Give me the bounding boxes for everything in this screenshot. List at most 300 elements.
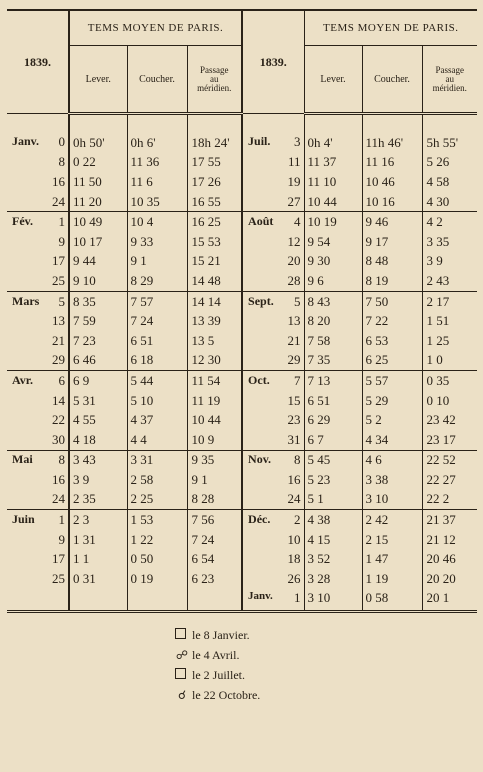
day-number: 4 [294,214,301,230]
day-number: 5 [58,293,65,309]
table-row [7,430,477,450]
meridian-time: 14 14 [187,291,242,311]
day-number: 0 [58,134,65,150]
day-number: 1 [58,512,65,528]
date-cell [242,114,304,153]
rise-time: 6 46 [69,351,127,371]
legend-text: le 2 Juillet. [192,668,245,682]
date-cell [242,470,304,490]
rise-time: 3 52 [304,549,362,569]
date-cell [7,430,69,450]
rise-time: 3 43 [69,450,127,470]
date-cell [7,153,69,173]
rise-time: 9 44 [69,252,127,272]
month-label: Août [248,214,274,229]
date-cell [242,490,304,510]
table-row [7,291,477,311]
table-row [7,351,477,371]
month-label: Juil. [248,134,271,149]
day-number: 11 [288,154,301,170]
set-time: 5 44 [127,371,187,391]
meridian-time: 12 30 [187,351,242,371]
month-label: Nov. [248,452,272,467]
day-number: 3 [294,134,301,150]
set-time: 2 25 [127,490,187,510]
date-cell [7,331,69,351]
set-time: 7 50 [362,291,422,311]
set-time: 6 25 [362,351,422,371]
col-rise-right: Lever. [304,46,362,114]
table-row [7,232,477,252]
date-cell [7,351,69,371]
day-number: 13 [287,313,301,329]
date-cell [7,549,69,569]
rise-time: 11 10 [304,172,362,192]
meridian-time: 13 39 [187,311,242,331]
set-time: 6 51 [127,331,187,351]
meridian-time: 22 27 [422,470,477,490]
rise-time: 9 10 [69,271,127,291]
set-time: 5 29 [362,391,422,411]
meridian-time: 22 2 [422,490,477,510]
meridian-time: 5h 55' [422,114,477,153]
date-cell [7,589,69,612]
table-row [7,470,477,490]
table-row [7,212,477,232]
square-phase-icon [175,665,189,685]
title-left: TEMS MOYEN DE PARIS. [69,10,242,46]
rise-time: 4 18 [69,430,127,450]
day-number: 31 [287,431,301,447]
table-row [7,271,477,291]
set-time: 6 53 [362,331,422,351]
meridian-time: 13 5 [187,331,242,351]
meridian-time: 8 28 [187,490,242,510]
opposition-icon: ☍ [175,648,189,662]
date-cell [242,510,304,530]
day-number: 20 [287,253,301,269]
date-cell [7,311,69,331]
meridian-time: 21 12 [422,530,477,550]
day-number: 25 [52,272,65,288]
set-time: 1 19 [362,569,422,589]
meridian-time: 16 55 [187,192,242,212]
set-time: 6 18 [127,351,187,371]
day-number: 27 [287,193,301,209]
set-time: 7 57 [127,291,187,311]
meridian-time: 17 26 [187,172,242,192]
date-cell [242,351,304,371]
meridian-time: 23 42 [422,410,477,430]
date-cell [7,490,69,510]
legend-item [175,645,260,665]
meridian-time: 0 10 [422,391,477,411]
rise-time: 6 51 [304,391,362,411]
col-meridian-right: Passage au méridien. [422,46,477,114]
set-time: 11h 46' [362,114,422,153]
date-cell [242,192,304,212]
meridian-time: 20 20 [422,569,477,589]
set-time: 10 4 [127,212,187,232]
day-number: 8 [58,452,65,468]
date-cell [7,371,69,391]
table-body [7,114,477,612]
meridian-time: 7 24 [187,530,242,550]
rise-time: 2 35 [69,490,127,510]
date-cell [242,291,304,311]
month-label: Avr. [12,372,33,387]
meridian-time: 4 2 [422,212,477,232]
date-cell [7,450,69,470]
date-cell [242,410,304,430]
table-row [7,549,477,569]
set-time: 1 53 [127,510,187,530]
day-number: 17 [52,253,65,269]
day-number: 26 [287,570,301,586]
set-time: 9 1 [127,252,187,272]
day-number: 29 [52,352,65,368]
meridian-time: 9 1 [187,470,242,490]
rise-time: 8 43 [304,291,362,311]
table-row [7,311,477,331]
date-cell [242,569,304,589]
meridian-time: 14 48 [187,271,242,291]
ephemeris-table [7,9,477,613]
month-label: Juin [12,512,35,527]
meridian-time: 6 54 [187,549,242,569]
meridian-time: 10 9 [187,430,242,450]
date-cell [7,192,69,212]
date-cell [7,569,69,589]
rise-time: 7 35 [304,351,362,371]
day-number: 23 [287,412,301,428]
day-number: 29 [287,352,301,368]
day-number: 16 [52,173,65,189]
table-row [7,391,477,411]
date-cell [242,232,304,252]
set-time: 1 22 [127,530,187,550]
phase-legend [175,625,260,705]
date-cell [7,172,69,192]
date-cell [242,450,304,470]
rise-time: 6 7 [304,430,362,450]
date-cell [242,252,304,272]
rise-time: 10 19 [304,212,362,232]
set-time: 4 34 [362,430,422,450]
meridian-time: 1 51 [422,311,477,331]
day-number: 16 [52,471,65,487]
set-time: 5 57 [362,371,422,391]
year-left: 1839. [7,10,69,114]
day-number: 12 [287,233,301,249]
date-cell [242,212,304,232]
rise-time: 6 29 [304,410,362,430]
table-row [7,331,477,351]
set-time: 4 4 [127,430,187,450]
day-number: 9 [58,531,65,547]
rise-time: 5 23 [304,470,362,490]
date-cell [7,271,69,291]
day-number: 24 [287,491,301,507]
day-number: 28 [287,272,301,288]
date-cell [242,271,304,291]
conjunction-icon: ☌ [177,688,187,702]
meridian-time: 2 17 [422,291,477,311]
day-number: 9 [58,233,65,249]
legend-text: le 4 Avril. [192,648,240,662]
date-cell [7,232,69,252]
set-time: 10 16 [362,192,422,212]
meridian-time: 22 52 [422,450,477,470]
set-time: 0 19 [127,569,187,589]
set-time: 10 35 [127,192,187,212]
day-number: 6 [58,372,65,388]
date-cell [242,172,304,192]
set-time: 8 48 [362,252,422,272]
day-number: 25 [52,570,65,586]
day-number: 21 [287,332,301,348]
legend-text: le 22 Octobre. [192,688,261,702]
meridian-time: 9 35 [187,450,242,470]
set-time: 9 33 [127,232,187,252]
month-label: Oct. [248,372,270,387]
meridian-time: 0 35 [422,371,477,391]
date-cell [242,311,304,331]
meridian-time: 15 21 [187,252,242,272]
day-number: 17 [52,551,65,567]
set-time: 3 10 [362,490,422,510]
meridian-time: 15 53 [187,232,242,252]
rise-time: 9 30 [304,252,362,272]
table-row [7,530,477,550]
set-time: 11 36 [127,153,187,173]
rise-time: 11 37 [304,153,362,173]
rise-time: 4 38 [304,510,362,530]
rise-time: 2 3 [69,510,127,530]
rise-time: 5 1 [304,490,362,510]
year-right: 1839. [242,10,304,114]
set-time: 0h 6' [127,114,187,153]
set-time: 9 17 [362,232,422,252]
meridian-time: 3 35 [422,232,477,252]
date-cell [242,530,304,550]
day-number: 5 [294,293,301,309]
set-time: 11 16 [362,153,422,173]
day-number: 13 [52,313,65,329]
rise-time: 3 10 [304,589,362,612]
meridian-time: 3 9 [422,252,477,272]
day-number: 10 [287,531,301,547]
day-number: 16 [287,471,301,487]
date-cell [242,589,304,612]
month-label: Mars [12,293,40,308]
rise-time: 11 50 [69,172,127,192]
set-time: 7 24 [127,311,187,331]
legend-text: le 8 Janvier. [192,628,250,642]
set-time: 7 22 [362,311,422,331]
meridian-time: 2 43 [422,271,477,291]
rise-time: 10 44 [304,192,362,212]
day-number: 14 [52,392,65,408]
meridian-time: 4 30 [422,192,477,212]
date-cell [7,212,69,232]
meridian-time: 16 25 [187,212,242,232]
rise-time: 0 31 [69,569,127,589]
rise-time: 0 22 [69,153,127,173]
meridian-time: 18h 24' [187,114,242,153]
set-time: 0 58 [362,589,422,612]
rise-time: 6 9 [69,371,127,391]
set-time: 4 37 [127,410,187,430]
month-label: Janv. [12,134,40,149]
table-row [7,172,477,192]
day-number: 7 [294,372,301,388]
month-label: Fév. [12,214,33,229]
meridian-time: 6 23 [187,569,242,589]
meridian-time: 4 58 [422,172,477,192]
rise-time: 1 31 [69,530,127,550]
rise-time: 7 23 [69,331,127,351]
day-number: 22 [52,412,65,428]
set-time: 1 47 [362,549,422,569]
rise-time: 7 58 [304,331,362,351]
day-number: 8 [58,154,65,170]
day-number: 24 [52,193,65,209]
set-time: 8 29 [127,271,187,291]
set-time: 3 31 [127,450,187,470]
date-cell [242,549,304,569]
rise-time: 8 20 [304,311,362,331]
rise-time [69,589,127,612]
meridian-time: 20 1 [422,589,477,612]
rise-time: 7 13 [304,371,362,391]
table-row [7,450,477,470]
rise-time: 3 9 [69,470,127,490]
set-time: 4 6 [362,450,422,470]
col-meridian-left: Passage au méridien. [187,46,242,114]
day-number: 1 [294,590,301,606]
month-label: Sept. [248,293,274,308]
date-cell [7,410,69,430]
col-set-right: Coucher. [362,46,422,114]
meridian-time: 17 55 [187,153,242,173]
set-time: 10 46 [362,172,422,192]
table-row [7,371,477,391]
day-number: 30 [52,431,65,447]
rise-time: 9 6 [304,271,362,291]
day-number: 19 [287,173,301,189]
table-row [7,589,477,612]
rise-time: 0h 4' [304,114,362,153]
table-row [7,410,477,430]
set-time: 3 38 [362,470,422,490]
date-cell [7,391,69,411]
rise-time: 7 59 [69,311,127,331]
day-number: 15 [287,392,301,408]
rise-time: 0h 50' [69,114,127,153]
meridian-time: 7 56 [187,510,242,530]
meridian-time: 1 25 [422,331,477,351]
rise-time: 10 49 [69,212,127,232]
meridian-time: 5 26 [422,153,477,173]
square-phase-icon [175,625,189,645]
date-cell [7,252,69,272]
meridian-time: 11 19 [187,391,242,411]
set-time: 11 6 [127,172,187,192]
set-time [127,589,187,612]
day-number: 1 [58,214,65,230]
set-time: 2 58 [127,470,187,490]
set-time: 5 10 [127,391,187,411]
date-cell [242,153,304,173]
meridian-time: 23 17 [422,430,477,450]
rise-time: 9 54 [304,232,362,252]
table-row [7,490,477,510]
table-row [7,569,477,589]
date-cell [242,331,304,351]
set-time: 2 15 [362,530,422,550]
legend-item [175,685,260,705]
table-row [7,510,477,530]
date-cell [7,510,69,530]
title-right: TEMS MOYEN DE PARIS. [304,10,477,46]
table-row [7,192,477,212]
set-time: 5 2 [362,410,422,430]
date-cell [7,470,69,490]
date-cell [7,114,69,153]
day-number: 2 [294,512,301,528]
meridian-time: 10 44 [187,410,242,430]
day-number: 18 [287,551,301,567]
rise-time: 1 1 [69,549,127,569]
month-label: Janv. [248,590,273,603]
rise-time: 5 45 [304,450,362,470]
rise-time: 4 15 [304,530,362,550]
set-time: 8 19 [362,271,422,291]
table-row [7,153,477,173]
date-cell [242,391,304,411]
rise-time: 5 31 [69,391,127,411]
set-time: 9 46 [362,212,422,232]
meridian-time: 21 37 [422,510,477,530]
rise-time: 8 35 [69,291,127,311]
rise-time: 11 20 [69,192,127,212]
rise-time: 4 55 [69,410,127,430]
legend-item [175,665,260,685]
day-number: 24 [52,491,65,507]
meridian-time [187,589,242,612]
set-time: 2 42 [362,510,422,530]
col-set-left: Coucher. [127,46,187,114]
meridian-time: 1 0 [422,351,477,371]
rise-time: 3 28 [304,569,362,589]
date-cell [7,291,69,311]
rise-time: 10 17 [69,232,127,252]
set-time: 0 50 [127,549,187,569]
meridian-time: 11 54 [187,371,242,391]
table-row [7,114,477,153]
month-label: Mai [12,452,33,467]
date-cell [242,371,304,391]
legend-item [175,625,260,645]
day-number: 8 [294,452,301,468]
col-rise-left: Lever. [69,46,127,114]
month-label: Déc. [248,512,271,527]
meridian-time: 20 46 [422,549,477,569]
day-number: 21 [52,332,65,348]
table-row [7,252,477,272]
date-cell [7,530,69,550]
